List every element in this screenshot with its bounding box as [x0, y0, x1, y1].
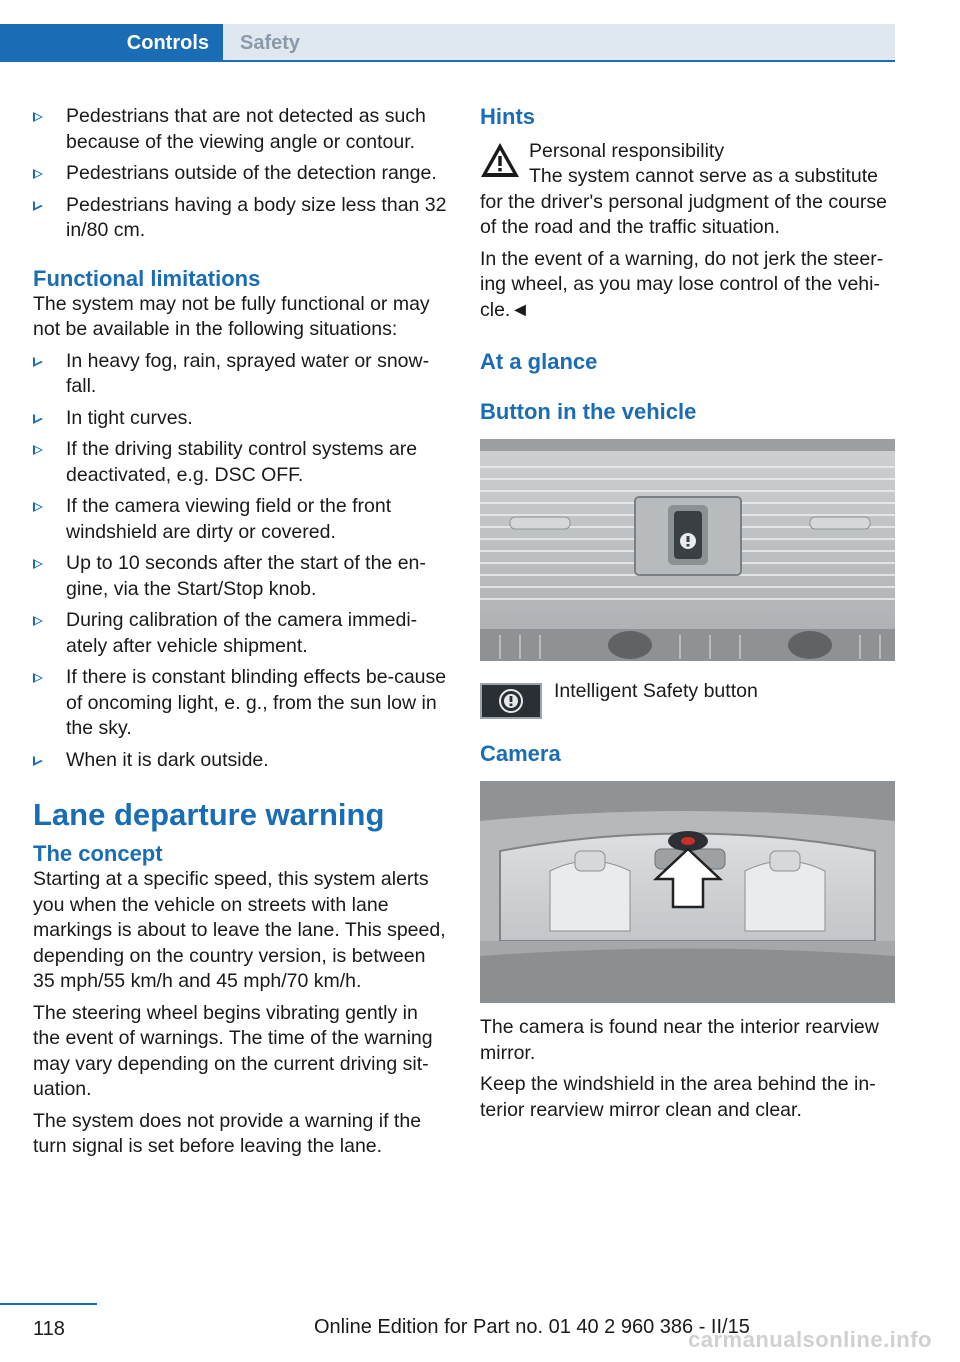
pedestrian-list	[33, 104, 448, 244]
footer-divider	[0, 1303, 97, 1305]
concept-paragraph-1: Starting at a specific speed, this system alerts you when the vehicle on streets with lane markings is about to leave the lane. This speed, depending on the country version, is between 35 mph/55 km/h and 45 mph/70 km/h.	[33, 868, 446, 992]
list-item	[33, 551, 448, 602]
bullet-triangle-icon	[33, 445, 43, 455]
list-item-text: If the camera viewing field or the front windshield are dirty or covered.	[66, 495, 392, 543]
concept-heading: The concept	[33, 841, 163, 866]
list-item-text: If the driving stability control systems are deactivated, e.g. DSC OFF.	[66, 438, 418, 486]
list-item	[33, 437, 448, 488]
bullet-triangle-icon	[33, 201, 43, 211]
list-item-text: Pedestrians having a body size less than 32 in/80 cm.	[66, 193, 447, 241]
tab-controls-label: Controls	[126, 31, 209, 54]
bullet-triangle-icon	[33, 112, 43, 122]
list-item-text: During calibration of the camera immedi‐ately after vehicle shipment.	[66, 609, 418, 657]
list-item	[33, 104, 448, 155]
list-item-text: If there is constant blinding effects be‐cause of oncoming light, e. g., from the sun low in the sky.	[66, 666, 447, 739]
list-item	[33, 748, 448, 774]
list-item	[33, 406, 448, 432]
warning-triangle-icon	[480, 142, 520, 178]
functional-limitations-intro: The system may not be fully functional or may not be available in the following situations:	[33, 292, 430, 340]
list-item-text: Pedestrians outside of the detection range.	[66, 162, 437, 184]
list-item-text: Up to 10 seconds after the start of the en‐gine, via the Start/Stop knob.	[66, 552, 426, 600]
left-column	[33, 104, 448, 1166]
tab-safety-label: Safety	[240, 31, 301, 54]
functional-limitations-heading: Functional limitations	[33, 265, 261, 291]
bullet-triangle-icon	[33, 616, 43, 626]
tab-safety[interactable]	[223, 24, 895, 62]
dashboard-button-image	[480, 439, 895, 661]
bullet-triangle-icon	[33, 559, 43, 569]
page-number: 118	[33, 1318, 65, 1340]
intelligent-safety-button-icon	[480, 683, 542, 719]
bullet-triangle-icon	[33, 673, 43, 683]
list-item	[33, 494, 448, 545]
bullet-triangle-icon	[33, 169, 43, 179]
tab-controls[interactable]	[0, 24, 223, 62]
camera-paragraph-1: The camera is found near the interior rearview mirror.	[480, 1016, 879, 1064]
list-item	[33, 665, 448, 742]
watermark: carmanualsonline.info	[688, 1327, 932, 1352]
button-caption-row	[480, 679, 895, 719]
warning-text: The system cannot serve as a substitute for the driver's personal judgment of the course of the road and the traffic situation.	[480, 165, 887, 238]
list-item-text: Pedestrians that are not detected as such because of the viewing angle or contour.	[66, 105, 426, 153]
bullet-triangle-icon	[33, 756, 43, 766]
warning-title: Personal responsibility	[529, 140, 725, 162]
camera-location-image	[480, 781, 895, 1003]
bullet-triangle-icon	[33, 502, 43, 512]
button-in-vehicle-heading: Button in the vehicle	[480, 399, 697, 424]
warning-paragraph-2: In the event of a warning, do not jerk the steer‐ing wheel, as you may lose control of the vehi‐cle.◄	[480, 247, 884, 321]
camera-paragraph-2: Keep the windshield in the area behind the in‐terior rearview mirror clean and clear.	[480, 1073, 876, 1121]
lane-departure-title: Lane departure warning	[33, 797, 385, 832]
header-bar	[0, 0, 895, 62]
edition-text: Online Edition for Part no. 01 40 2 960 386 - II/15	[314, 1316, 750, 1338]
list-item-text: When it is dark outside.	[66, 748, 269, 771]
list-item-text: In tight curves.	[66, 406, 193, 429]
right-column	[480, 104, 895, 1129]
at-a-glance-heading: At a glance	[480, 349, 598, 374]
concept-paragraph-3: The system does not provide a warning if the turn signal is set before leaving the lane.	[33, 1109, 422, 1157]
bullet-triangle-icon	[33, 357, 43, 367]
list-item	[33, 608, 448, 659]
list-item	[33, 161, 448, 187]
concept-paragraph-2: The steering wheel begins vibrating gently in the event of warnings. The time of the warning may vary depending on the current driving sit‐uation.	[33, 1001, 433, 1100]
limitations-list	[33, 349, 448, 774]
list-item-text: In heavy fog, rain, sprayed water or snow‐fall.	[66, 349, 430, 397]
button-caption: Intelligent Safety button	[554, 680, 758, 702]
list-item	[33, 193, 448, 244]
bullet-triangle-icon	[33, 414, 43, 424]
list-item	[33, 349, 448, 400]
hints-heading: Hints	[480, 104, 535, 129]
header-divider	[0, 60, 895, 62]
camera-heading: Camera	[480, 741, 561, 766]
